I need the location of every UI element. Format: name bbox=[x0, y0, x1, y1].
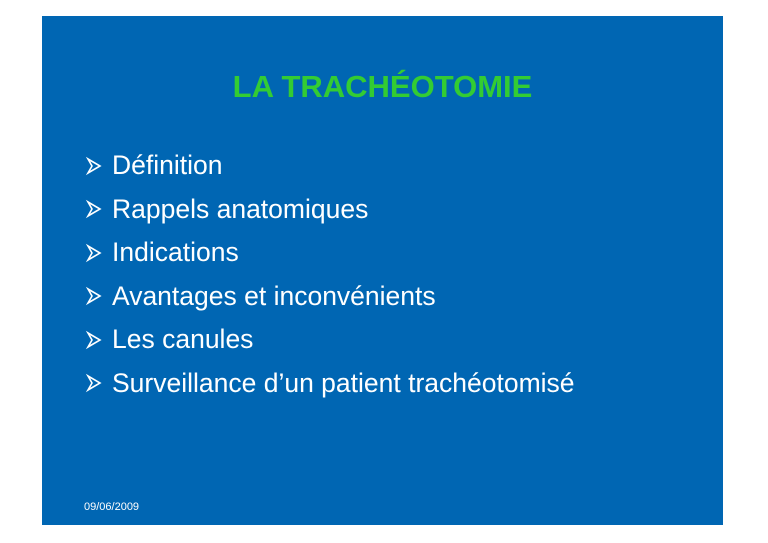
footer-date: 09/06/2009 bbox=[84, 501, 140, 513]
arrowhead-bullet-icon bbox=[84, 199, 109, 219]
list-item bbox=[84, 362, 575, 406]
arrowhead-bullet-icon bbox=[84, 373, 109, 393]
slide-title: LA TRACHÉOTOMIE bbox=[232, 69, 533, 104]
list-item-label: Surveillance d’un patient trachéotomisé bbox=[112, 367, 575, 398]
list-item bbox=[84, 318, 575, 362]
arrowhead-bullet-icon bbox=[84, 243, 109, 263]
list-item-label: Indications bbox=[112, 237, 239, 268]
list-item bbox=[84, 275, 575, 319]
list-item bbox=[84, 188, 575, 232]
list-item bbox=[84, 231, 575, 275]
list-item-label: Définition bbox=[112, 150, 223, 181]
list-item-label: Avantages et inconvénients bbox=[112, 280, 436, 311]
list-item-label: Rappels anatomiques bbox=[112, 193, 369, 224]
bullet-list bbox=[84, 144, 575, 405]
slide bbox=[42, 16, 723, 525]
arrowhead-bullet-icon bbox=[84, 156, 109, 176]
list-item-label: Les canules bbox=[112, 324, 254, 355]
arrowhead-bullet-icon bbox=[84, 330, 109, 350]
list-item bbox=[84, 144, 575, 188]
arrowhead-bullet-icon bbox=[84, 286, 109, 306]
